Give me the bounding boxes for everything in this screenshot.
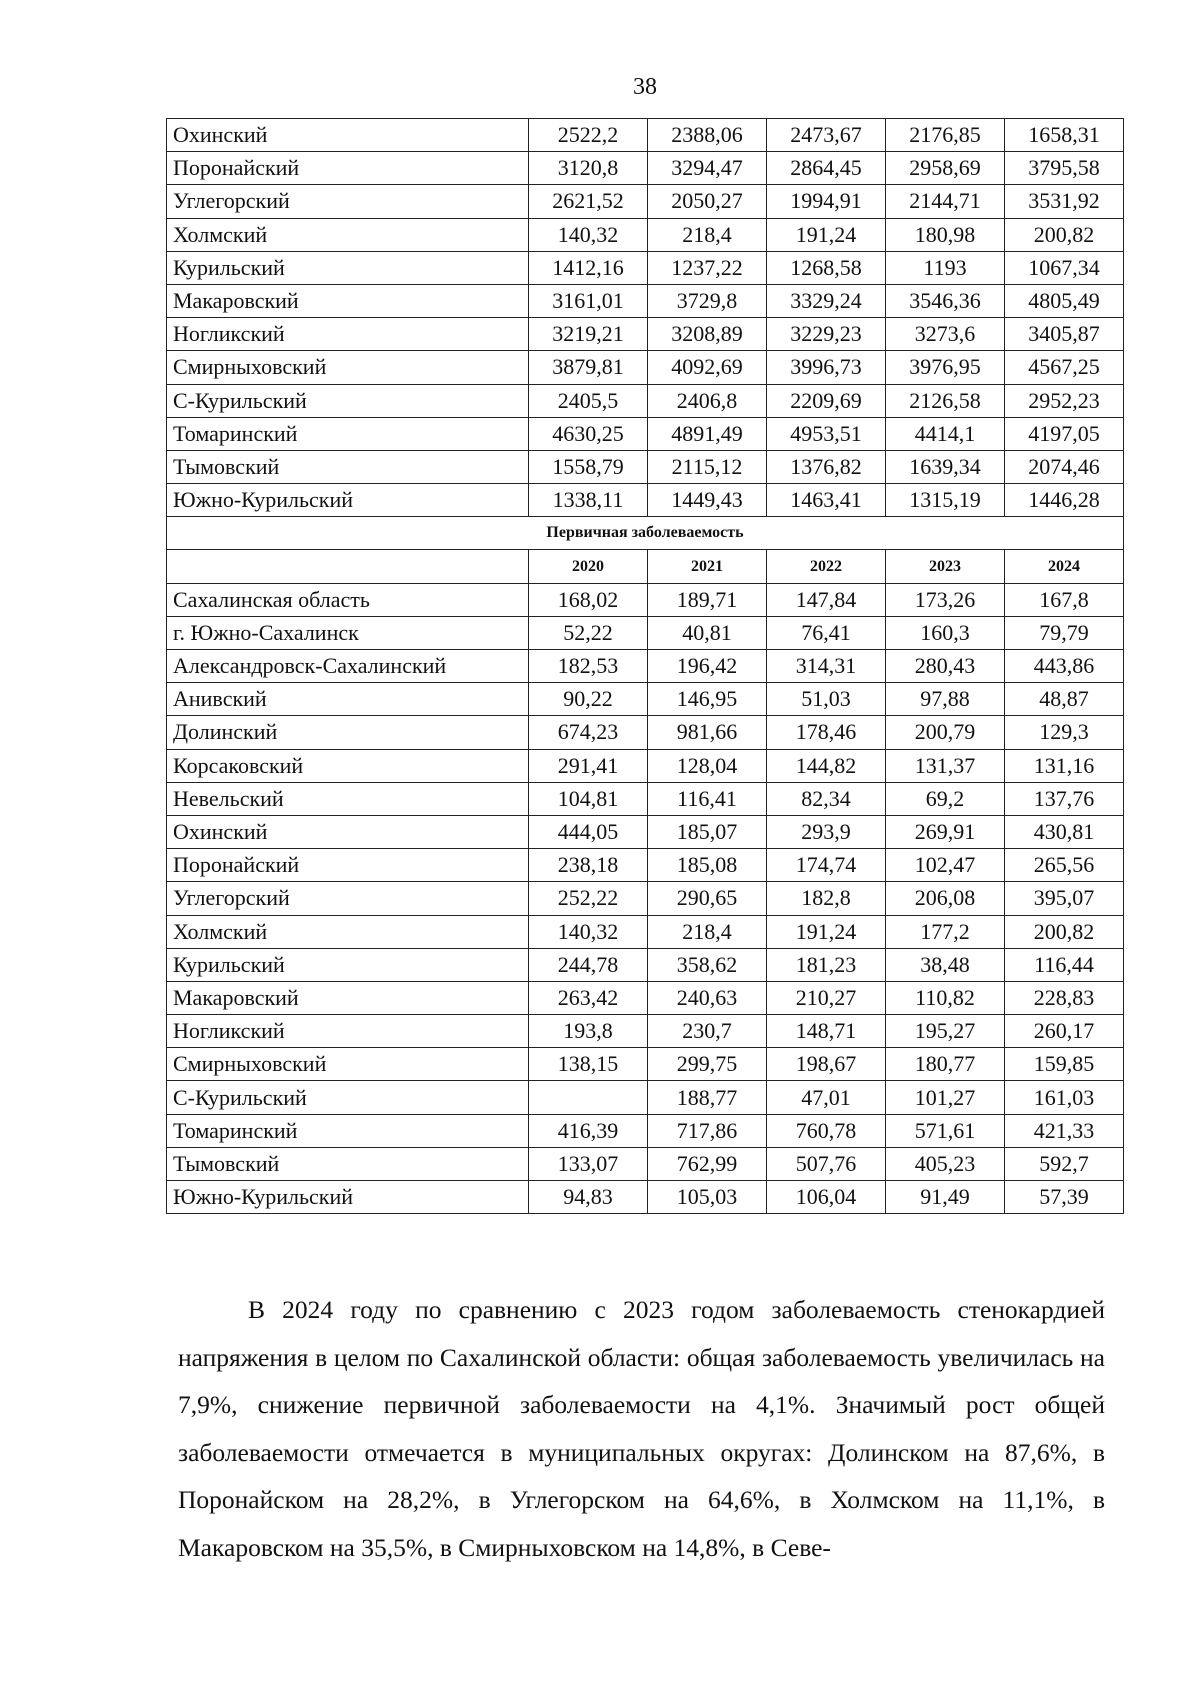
value-cell: 2176,85 [886, 119, 1005, 152]
value-cell: 168,02 [529, 583, 648, 616]
body-text [178, 1286, 1105, 1572]
table-row [167, 882, 1124, 915]
value-cell: 90,22 [529, 683, 648, 716]
district-name-cell: Ногликский [167, 1015, 529, 1048]
value-cell: 3976,95 [886, 351, 1005, 384]
table-row [167, 351, 1124, 384]
district-name-cell: Курильский [167, 948, 529, 981]
value-cell: 191,24 [767, 218, 886, 251]
value-cell: 1639,34 [886, 450, 1005, 483]
value-cell: 2405,5 [529, 384, 648, 417]
table-row [167, 583, 1124, 616]
value-cell: 238,18 [529, 849, 648, 882]
value-cell: 3329,24 [767, 284, 886, 317]
total-morbidity-rows [167, 119, 1124, 517]
value-cell: 314,31 [767, 650, 886, 683]
value-cell: 47,01 [767, 1081, 886, 1114]
section-header-row [167, 517, 1124, 550]
value-cell: 94,83 [529, 1181, 648, 1214]
value-cell: 507,76 [767, 1147, 886, 1180]
value-cell: 674,23 [529, 716, 648, 749]
district-name-cell: Макаровский [167, 981, 529, 1014]
table-row [167, 185, 1124, 218]
value-cell: 291,41 [529, 749, 648, 782]
table-row [167, 450, 1124, 483]
value-cell: 57,39 [1005, 1181, 1124, 1214]
district-name-cell: Курильский [167, 251, 529, 284]
value-cell: 159,85 [1005, 1048, 1124, 1081]
district-name-cell: С-Курильский [167, 384, 529, 417]
value-cell: 1558,79 [529, 450, 648, 483]
table-row [167, 1081, 1124, 1114]
value-cell: 40,81 [648, 616, 767, 649]
value-cell: 147,84 [767, 583, 886, 616]
value-cell: 260,17 [1005, 1015, 1124, 1048]
value-cell: 1994,91 [767, 185, 886, 218]
value-cell: 218,4 [648, 915, 767, 948]
value-cell: 218,4 [648, 218, 767, 251]
table-row [167, 815, 1124, 848]
value-cell: 405,23 [886, 1147, 1005, 1180]
district-name-cell: Макаровский [167, 284, 529, 317]
value-cell: 299,75 [648, 1048, 767, 1081]
district-name-cell: Анивский [167, 683, 529, 716]
value-cell: 146,95 [648, 683, 767, 716]
value-cell: 717,86 [648, 1114, 767, 1147]
value-cell: 2522,2 [529, 119, 648, 152]
district-name-cell: Углегорский [167, 882, 529, 915]
value-cell: 133,07 [529, 1147, 648, 1180]
value-cell: 97,88 [886, 683, 1005, 716]
value-cell: 265,56 [1005, 849, 1124, 882]
value-cell: 293,9 [767, 815, 886, 848]
value-cell: 1268,58 [767, 251, 886, 284]
table-row [167, 915, 1124, 948]
value-cell: 91,49 [886, 1181, 1005, 1214]
value-cell: 4891,49 [648, 417, 767, 450]
value-cell: 3120,8 [529, 152, 648, 185]
value-cell: 3405,87 [1005, 318, 1124, 351]
value-cell: 2958,69 [886, 152, 1005, 185]
value-cell: 2864,45 [767, 152, 886, 185]
value-cell: 2621,52 [529, 185, 648, 218]
value-cell: 148,71 [767, 1015, 886, 1048]
value-cell: 173,26 [886, 583, 1005, 616]
value-cell: 106,04 [767, 1181, 886, 1214]
value-cell: 2952,23 [1005, 384, 1124, 417]
value-cell: 177,2 [886, 915, 1005, 948]
value-cell: 2126,58 [886, 384, 1005, 417]
value-cell: 178,46 [767, 716, 886, 749]
value-cell: 1449,43 [648, 484, 767, 517]
value-cell: 185,08 [648, 849, 767, 882]
table-row [167, 1114, 1124, 1147]
value-cell: 1376,82 [767, 450, 886, 483]
value-cell [529, 1081, 648, 1114]
value-cell: 104,81 [529, 782, 648, 815]
value-cell: 3546,36 [886, 284, 1005, 317]
table-row [167, 152, 1124, 185]
year-header-cell: 2024 [1005, 550, 1124, 583]
value-cell: 200,79 [886, 716, 1005, 749]
value-cell: 140,32 [529, 915, 648, 948]
value-cell: 395,07 [1005, 882, 1124, 915]
value-cell: 416,39 [529, 1114, 648, 1147]
value-cell: 2050,27 [648, 185, 767, 218]
value-cell: 1067,34 [1005, 251, 1124, 284]
district-name-cell: Охинский [167, 815, 529, 848]
value-cell: 193,8 [529, 1015, 648, 1048]
value-cell: 230,7 [648, 1015, 767, 1048]
value-cell: 51,03 [767, 683, 886, 716]
value-cell: 4953,51 [767, 417, 886, 450]
value-cell: 3219,21 [529, 318, 648, 351]
value-cell: 195,27 [886, 1015, 1005, 1048]
value-cell: 2074,46 [1005, 450, 1124, 483]
value-cell: 269,91 [886, 815, 1005, 848]
table-row [167, 484, 1124, 517]
value-cell: 3531,92 [1005, 185, 1124, 218]
value-cell: 198,67 [767, 1048, 886, 1081]
value-cell: 2144,71 [886, 185, 1005, 218]
value-cell: 3996,73 [767, 351, 886, 384]
value-cell: 4805,49 [1005, 284, 1124, 317]
value-cell: 110,82 [886, 981, 1005, 1014]
value-cell: 4567,25 [1005, 351, 1124, 384]
value-cell: 180,98 [886, 218, 1005, 251]
value-cell: 200,82 [1005, 915, 1124, 948]
table-row [167, 716, 1124, 749]
value-cell: 82,34 [767, 782, 886, 815]
value-cell: 140,32 [529, 218, 648, 251]
value-cell: 571,61 [886, 1114, 1005, 1147]
value-cell: 161,03 [1005, 1081, 1124, 1114]
year-header-row [167, 550, 1124, 583]
value-cell: 52,22 [529, 616, 648, 649]
primary-section [167, 517, 1124, 583]
value-cell: 1446,28 [1005, 484, 1124, 517]
table-row [167, 1048, 1124, 1081]
value-cell: 3879,81 [529, 351, 648, 384]
table-row [167, 284, 1124, 317]
value-cell: 102,47 [886, 849, 1005, 882]
value-cell: 1338,11 [529, 484, 648, 517]
value-cell: 2209,69 [767, 384, 886, 417]
district-name-cell: Невельский [167, 782, 529, 815]
value-cell: 48,87 [1005, 683, 1124, 716]
value-cell: 1237,22 [648, 251, 767, 284]
value-cell: 181,23 [767, 948, 886, 981]
value-cell: 131,37 [886, 749, 1005, 782]
table-row [167, 251, 1124, 284]
value-cell: 38,48 [886, 948, 1005, 981]
district-name-cell: Томаринский [167, 417, 529, 450]
value-cell: 3273,6 [886, 318, 1005, 351]
value-cell: 280,43 [886, 650, 1005, 683]
table-row [167, 318, 1124, 351]
value-cell: 129,3 [1005, 716, 1124, 749]
year-header-blank [167, 550, 529, 583]
value-cell: 1463,41 [767, 484, 886, 517]
table-row [167, 1015, 1124, 1048]
value-cell: 430,81 [1005, 815, 1124, 848]
year-header-cell: 2020 [529, 550, 648, 583]
table-row [167, 749, 1124, 782]
table-row [167, 849, 1124, 882]
value-cell: 188,77 [648, 1081, 767, 1114]
value-cell: 76,41 [767, 616, 886, 649]
table-row [167, 417, 1124, 450]
district-name-cell: Холмский [167, 915, 529, 948]
district-name-cell: Тымовский [167, 450, 529, 483]
section-title: Первичная заболеваемость [167, 517, 1124, 550]
year-header-cell: 2021 [648, 550, 767, 583]
table-row [167, 1147, 1124, 1180]
value-cell: 252,22 [529, 882, 648, 915]
value-cell: 196,42 [648, 650, 767, 683]
value-cell: 3229,23 [767, 318, 886, 351]
district-name-cell: Ногликский [167, 318, 529, 351]
paragraph: В 2024 году по сравнению с 2023 годом заболеваемость стенокардией напряжения в целом по Сахалинской области: общая заболеваемость увеличилась на 7,9%, снижение первичной заболеваемости на 4,1%. Значимый рост общей заболеваемости отмечается в муниципальных округах: Долинском на 87,6%, в Поронайском на 28,2%, в Углегорском на 64,6%, в Холмском на 11,1%, в Макаровском на 35,5%, в Смирныховском на 14,8%, в Севе- [178, 1295, 1105, 1562]
district-name-cell: Тымовский [167, 1147, 529, 1180]
year-header-cell: 2023 [886, 550, 1005, 583]
value-cell: 101,27 [886, 1081, 1005, 1114]
value-cell: 3294,47 [648, 152, 767, 185]
district-name-cell: Долинский [167, 716, 529, 749]
district-name-cell: Томаринский [167, 1114, 529, 1147]
district-name-cell: Корсаковский [167, 749, 529, 782]
page-number: 38 [633, 74, 657, 100]
district-name-cell: С-Курильский [167, 1081, 529, 1114]
district-name-cell: Сахалинская область [167, 583, 529, 616]
district-name-cell: Южно-Курильский [167, 484, 529, 517]
value-cell: 290,65 [648, 882, 767, 915]
district-name-cell: Поронайский [167, 152, 529, 185]
value-cell: 444,05 [529, 815, 648, 848]
year-header-cell: 2022 [767, 550, 886, 583]
value-cell: 116,41 [648, 782, 767, 815]
value-cell: 128,04 [648, 749, 767, 782]
district-name-cell: Смирныховский [167, 1048, 529, 1081]
district-name-cell: Охинский [167, 119, 529, 152]
district-name-cell: Южно-Курильский [167, 1181, 529, 1214]
value-cell: 210,27 [767, 981, 886, 1014]
value-cell: 189,71 [648, 583, 767, 616]
value-cell: 240,63 [648, 981, 767, 1014]
district-name-cell: Углегорский [167, 185, 529, 218]
value-cell: 191,24 [767, 915, 886, 948]
value-cell: 3161,01 [529, 284, 648, 317]
table-row [167, 218, 1124, 251]
value-cell: 263,42 [529, 981, 648, 1014]
value-cell: 200,82 [1005, 218, 1124, 251]
table-row [167, 981, 1124, 1014]
primary-morbidity-rows [167, 583, 1124, 1214]
value-cell: 3208,89 [648, 318, 767, 351]
value-cell: 2473,67 [767, 119, 886, 152]
morbidity-table [166, 118, 1124, 1214]
value-cell: 228,83 [1005, 981, 1124, 1014]
value-cell: 1315,19 [886, 484, 1005, 517]
value-cell: 1412,16 [529, 251, 648, 284]
value-cell: 131,16 [1005, 749, 1124, 782]
value-cell: 592,7 [1005, 1147, 1124, 1180]
value-cell: 760,78 [767, 1114, 886, 1147]
value-cell: 185,07 [648, 815, 767, 848]
value-cell: 206,08 [886, 882, 1005, 915]
district-name-cell: Смирныховский [167, 351, 529, 384]
table-row [167, 948, 1124, 981]
value-cell: 2406,8 [648, 384, 767, 417]
value-cell: 182,53 [529, 650, 648, 683]
value-cell: 358,62 [648, 948, 767, 981]
table-row [167, 384, 1124, 417]
value-cell: 105,03 [648, 1181, 767, 1214]
value-cell: 762,99 [648, 1147, 767, 1180]
value-cell: 180,77 [886, 1048, 1005, 1081]
value-cell: 4630,25 [529, 417, 648, 450]
district-name-cell: г. Южно-Сахалинск [167, 616, 529, 649]
value-cell: 160,3 [886, 616, 1005, 649]
value-cell: 3729,8 [648, 284, 767, 317]
value-cell: 981,66 [648, 716, 767, 749]
value-cell: 174,74 [767, 849, 886, 882]
value-cell: 144,82 [767, 749, 886, 782]
table-row [167, 119, 1124, 152]
table-row [167, 782, 1124, 815]
value-cell: 2388,06 [648, 119, 767, 152]
value-cell: 137,76 [1005, 782, 1124, 815]
value-cell: 443,86 [1005, 650, 1124, 683]
value-cell: 2115,12 [648, 450, 767, 483]
value-cell: 116,44 [1005, 948, 1124, 981]
value-cell: 244,78 [529, 948, 648, 981]
table-row [167, 650, 1124, 683]
table-row [167, 616, 1124, 649]
value-cell: 1658,31 [1005, 119, 1124, 152]
table-row [167, 1181, 1124, 1214]
value-cell: 1193 [886, 251, 1005, 284]
district-name-cell: Поронайский [167, 849, 529, 882]
value-cell: 167,8 [1005, 583, 1124, 616]
value-cell: 182,8 [767, 882, 886, 915]
district-name-cell: Александровск-Сахалинский [167, 650, 529, 683]
value-cell: 4414,1 [886, 417, 1005, 450]
value-cell: 421,33 [1005, 1114, 1124, 1147]
value-cell: 4092,69 [648, 351, 767, 384]
value-cell: 4197,05 [1005, 417, 1124, 450]
value-cell: 79,79 [1005, 616, 1124, 649]
value-cell: 138,15 [529, 1048, 648, 1081]
value-cell: 3795,58 [1005, 152, 1124, 185]
district-name-cell: Холмский [167, 218, 529, 251]
table-row [167, 683, 1124, 716]
value-cell: 69,2 [886, 782, 1005, 815]
